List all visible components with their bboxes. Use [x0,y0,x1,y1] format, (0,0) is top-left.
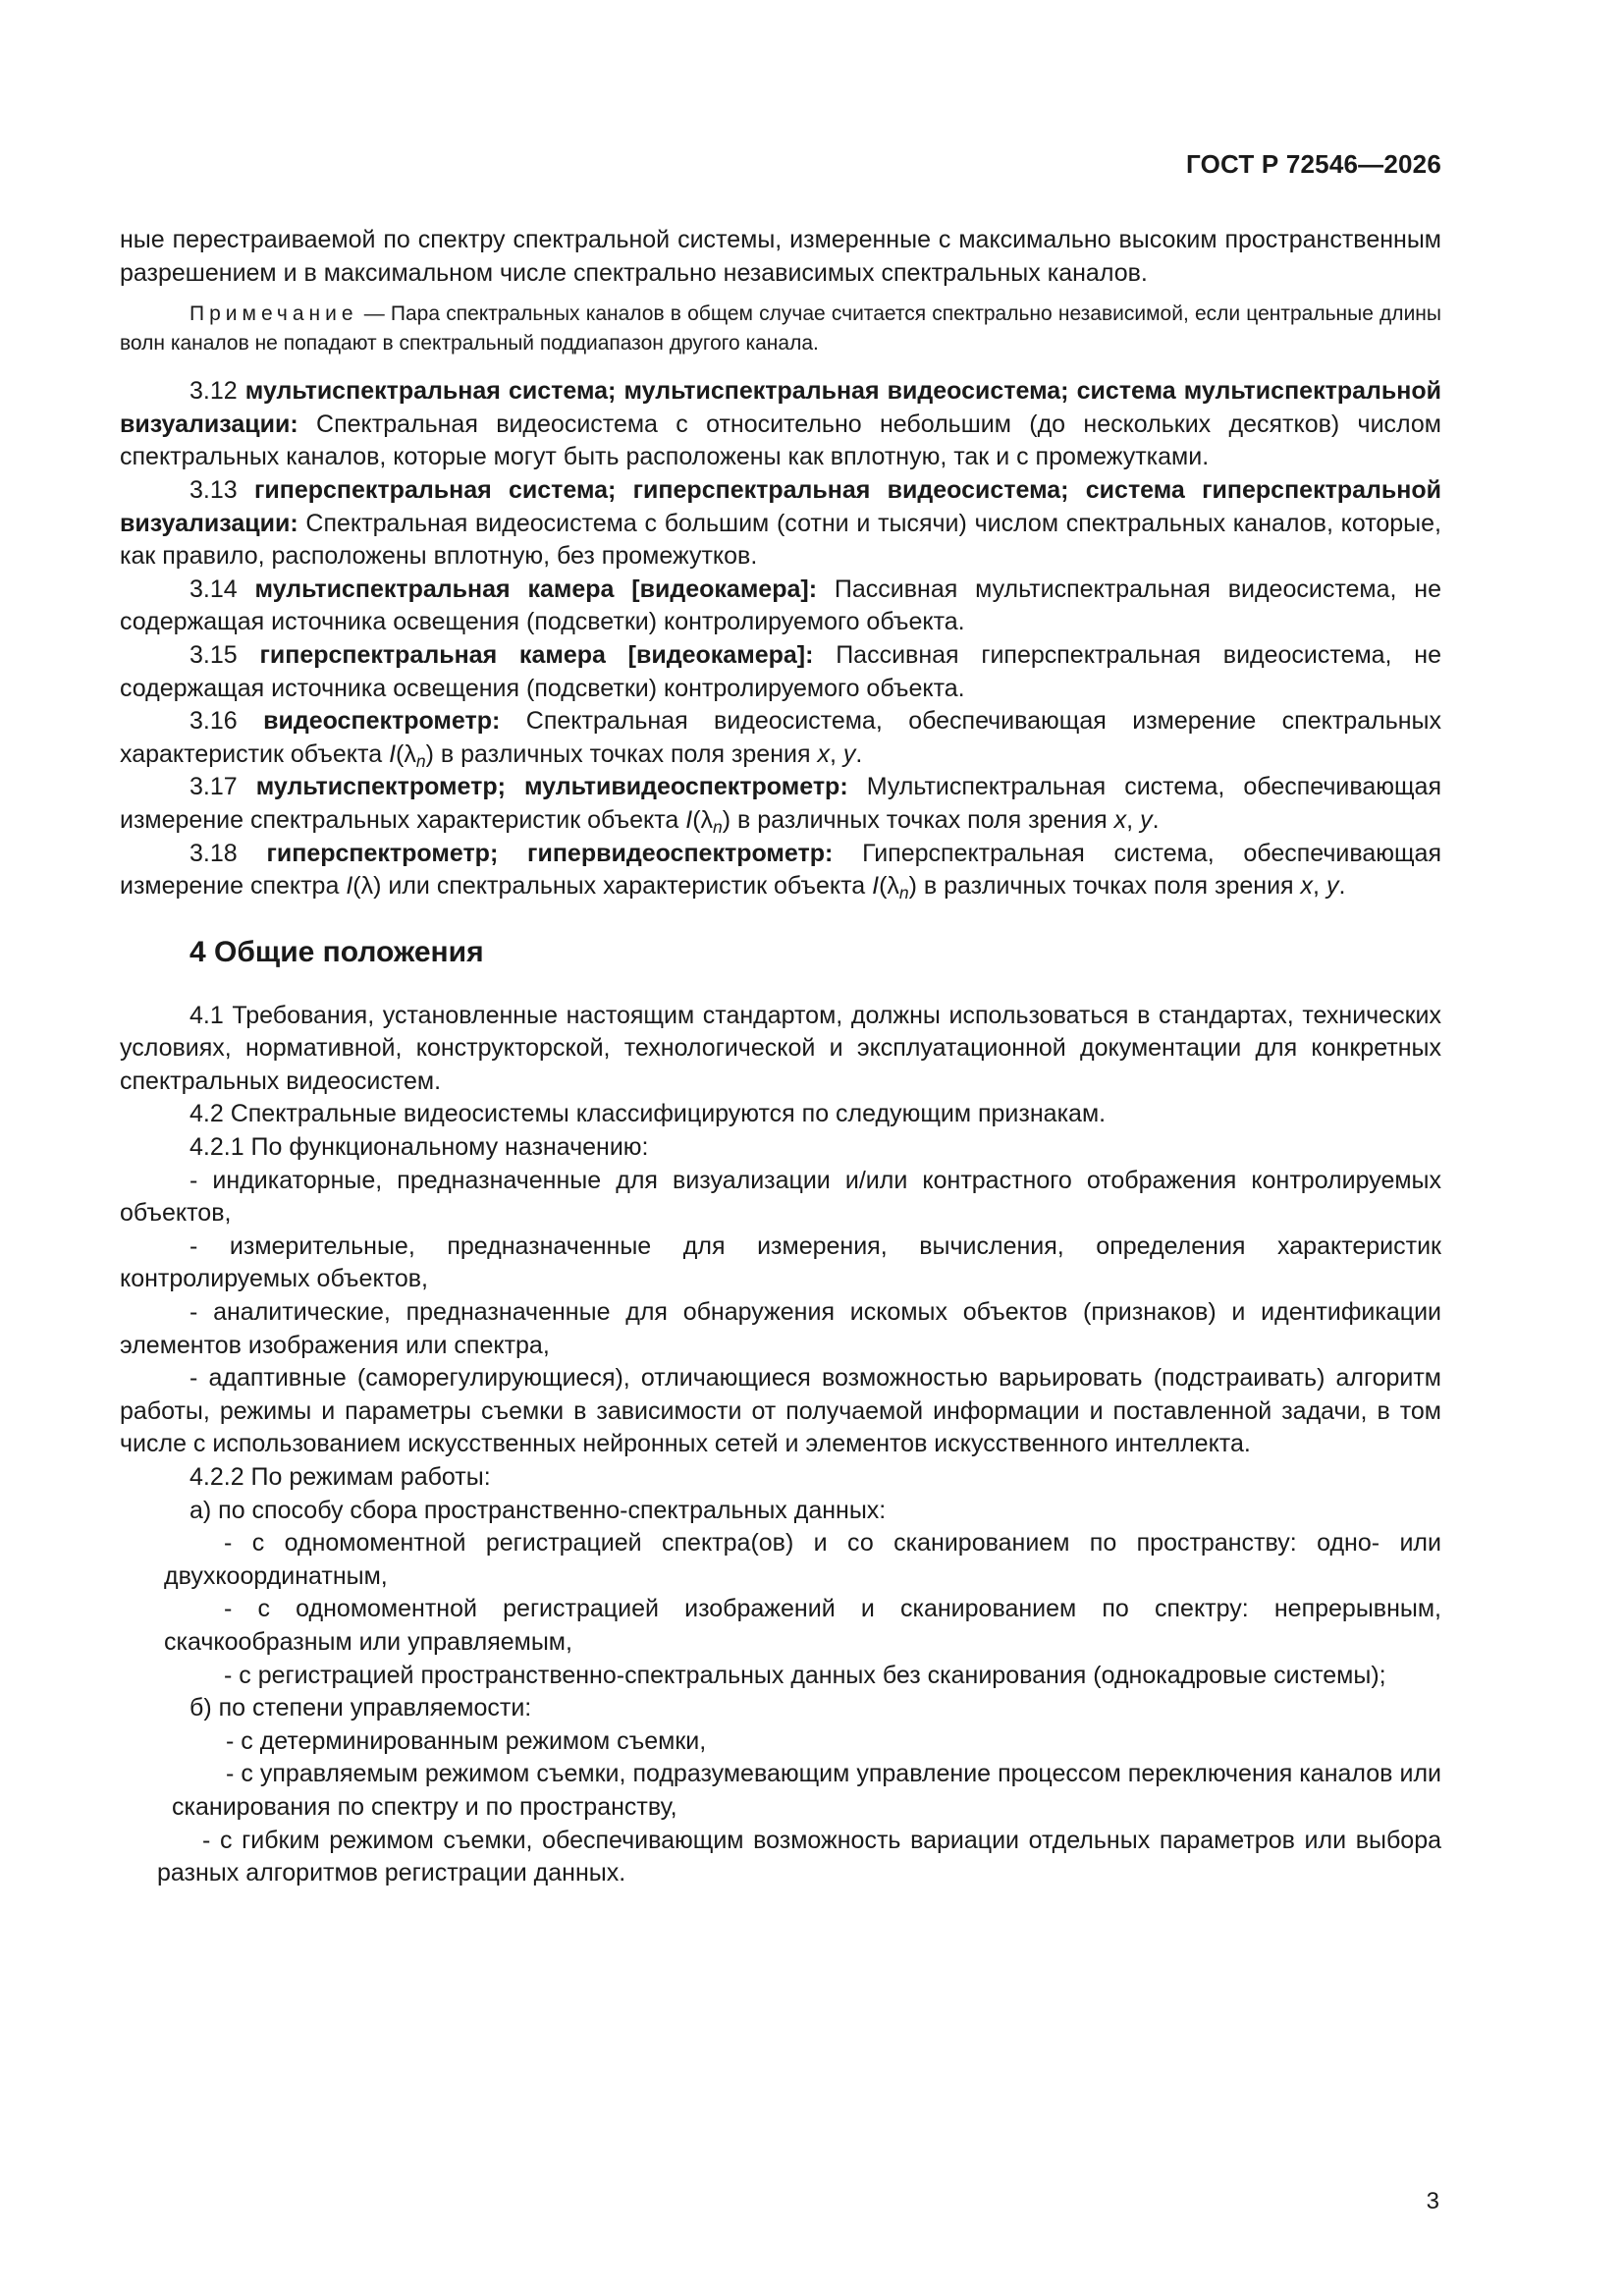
section-heading: 4 Общие положения [189,935,484,968]
term-number: 3.15 [189,640,238,669]
term-3-13 [120,474,1441,574]
term-name: гиперспектральная система; гиперспектральная видеосистема; система гиперспектральной визуализации: [120,475,1441,537]
sublist-heading: а) по способу сбора пространственно-спектральных данных: [189,1496,887,1524]
paragraph-4-2: 4.2 Спектральные видеосистемы классифицируются по следующим признакам. [189,1100,1107,1128]
list-item: - с одномоментной регистрацией изображений и сканированием по спектру: непрерывным, скачкообразным или управляемым, [164,1595,1441,1656]
formula-x: x [817,739,830,768]
paren: ( [396,739,405,768]
standard-code-header: ГОСТ Р 72546—2026 [1186,149,1441,179]
formula-i: I [346,872,353,901]
paren: ) [425,739,434,768]
term-name: мультиспектральная камера [видеокамера]: [254,574,818,603]
term-name: мультиспектрометр; мультивидеоспектрометр: [255,773,848,801]
term-3-18 [120,838,1441,903]
term-3-16 [120,705,1441,771]
formula-y: y [1140,805,1153,834]
term-name: гиперспектрометр; гипервидеоспектрометр: [266,839,834,867]
formula-subscript-n: n [898,883,909,903]
term-definition: Пассивная мультиспектральная видеосистема, не содержащая источника освещения (подсветки) контролируемого объекта. [120,574,1441,636]
list-item: - с гибким режимом съемки, обеспечивающим возможность вариации отдельных параметров или выбора разных алгоритмов регистрации данных. [157,1826,1441,1887]
term-name: видеоспектрометр: [263,707,501,736]
term-definition: в различных точках поля зрения [730,805,1114,834]
period: . [1338,872,1346,901]
comma: , [829,739,843,768]
formula-i: I [685,805,693,834]
term-definition: Гиперспектральная система, обеспечивающая измерение спектра [120,839,1442,901]
page-content [120,224,1441,1890]
term-3-14 [120,574,1441,639]
term-number: 3.14 [189,574,238,603]
paragraph-4-2-1: 4.2.1 По функциональному назначению: [189,1133,649,1162]
paragraph-4-1: 4.1 Требования, установленные настоящим стандартом, должны использоваться в стандартах, технических условиях, нормативной, конструкторской, технологической и эксплуатационной документации для конкретных спектральных видеосистем. [120,1001,1441,1095]
term-3-17 [120,771,1441,837]
formula-x: x [1300,872,1314,901]
comma: , [1313,872,1326,901]
list-item: - адаптивные (саморегулирующиеся), отличающиеся возможностью варьировать (подстраивать) алгоритм работы, режимы и параметры съемки в зависимости от получаемой информации и поставленной задачи, в том числе с использованием искусственных нейронных сетей и элементов искусственного интеллекта. [120,1364,1441,1458]
term-number: 3.12 [189,377,238,406]
sublist-heading: б) по степени управляемости: [189,1694,532,1722]
formula-lambda: λ [360,872,374,901]
term-definition: Мультиспектральная система, обеспечивающая измерение спектральных характеристик объекта [120,773,1441,834]
paren: ) [908,872,917,901]
term-3-12 [120,375,1441,474]
term-definition: Спектральная видеосистема с относительно небольшим (до нескольких десятков) числом спектральных каналов, которые могут быть расположены как вплотную, так и с промежутками. [120,410,1441,471]
term-number: 3.17 [189,773,238,801]
term-definition: Спектральная видеосистема, обеспечивающая измерение спектральных характеристик объекта [120,707,1441,768]
paren: ( [692,805,701,834]
paren: ) [722,805,731,834]
note-text: — Пара спектральных каналов в общем случае считается спектрально независимой, если центральные длины волн каналов не попадают в спектральный поддиапазон другого канала. [120,302,1441,355]
list-item: - с одномоментной регистрацией спектра(ов) и со сканированием по пространству: одно- или двухкоординатным, [164,1529,1441,1590]
term-definition: Пассивная гиперспектральная видеосистема, не содержащая источника освещения (подсветки) контролируемого объекта. [120,640,1441,702]
formula-subscript-n: n [713,816,723,837]
term-name: мультиспектральная система; мультиспектральная видеосистема; система мультиспектральной визуализации: [120,377,1441,438]
continuation-paragraph: ные перестраиваемой по спектру спектральной системы, измеренные с максимально высоким пространственным разрешением и в максимальном числе спектрально независимых спектральных каналов. [120,226,1441,287]
list-item: - с управляемым режимом съемки, подразумевающим управление процессом переключения каналов или сканирования по спектру и по пространству, [172,1760,1441,1821]
period: . [1152,805,1160,834]
paren: ( [352,872,361,901]
page-number: 3 [1426,2188,1439,2214]
list-item: - индикаторные, предназначенные для визуализации и/или контрастного отображения контролируемых объектов, [120,1166,1441,1228]
formula-lambda: λ [404,739,416,768]
paren: ) [373,872,382,901]
paren: ( [879,872,888,901]
note-label: Примечание [189,302,358,326]
term-definition: Спектральная видеосистема с большим (сотни и тысячи) числом спектральных каналов, которые, как правило, расположены вплотную, без промежутков. [120,509,1441,571]
term-name: гиперспектральная камера [видеокамера]: [259,640,814,669]
formula-i: I [389,739,397,768]
formula-i: I [872,872,880,901]
term-3-15 [120,639,1441,705]
list-item: - измерительные, предназначенные для измерения, вычисления, определения характеристик контролируемых объектов, [120,1231,1441,1293]
term-definition: или спектральных характеристик объекта [381,872,873,901]
comma: , [1126,805,1141,834]
formula-y: y [842,739,856,768]
paragraph-4-2-2: 4.2.2 По режимам работы: [189,1463,491,1491]
formula-lambda: λ [700,805,714,834]
term-definition: в различных точках поля зрения [916,872,1301,901]
formula-lambda: λ [887,872,899,901]
formula-y: y [1325,872,1339,901]
period: . [855,739,863,768]
list-item: - с детерминированным режимом съемки, [226,1726,707,1755]
term-number: 3.13 [189,475,238,504]
formula-subscript-n: n [415,750,426,771]
list-item: - с регистрацией пространственно-спектральных данных без сканирования (однокадровые системы); [224,1661,1386,1689]
note-paragraph [120,300,1441,358]
formula-x: x [1113,805,1127,834]
term-definition: в различных точках поля зрения [433,739,818,768]
term-number: 3.16 [189,707,238,736]
term-number: 3.18 [189,839,238,867]
list-item: - аналитические, предназначенные для обнаружения искомых объектов (признаков) и идентификации элементов изображения или спектра, [120,1298,1441,1359]
